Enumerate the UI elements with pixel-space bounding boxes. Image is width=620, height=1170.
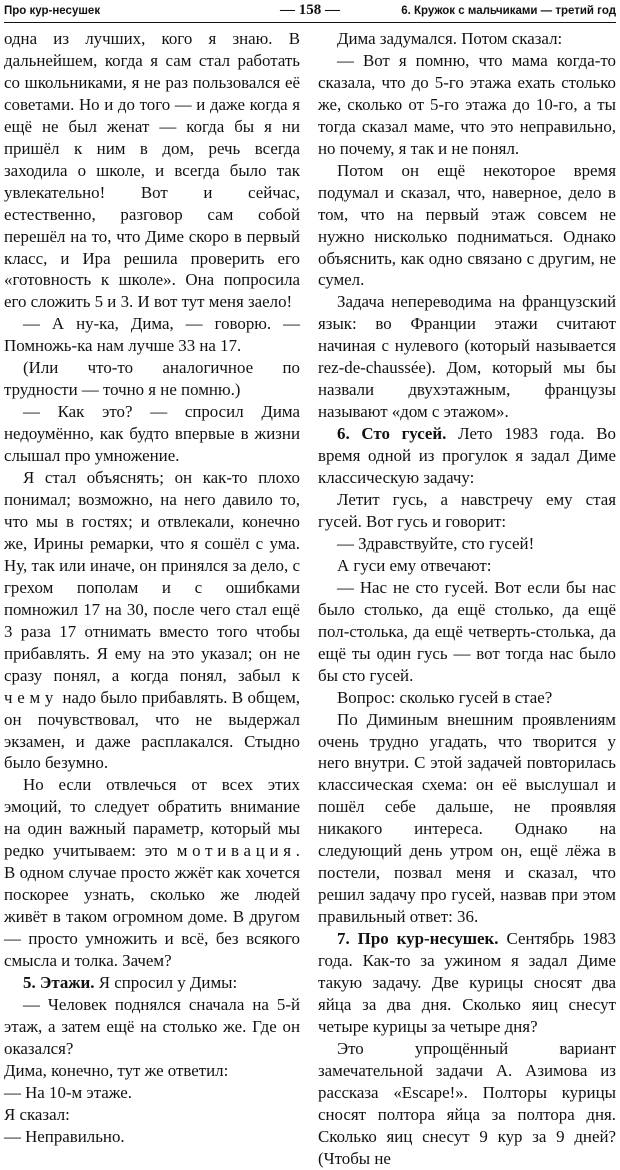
right-text-column xyxy=(318,28,616,1170)
paragraph xyxy=(4,401,300,467)
paragraph-text: Дима, конечно, тут же ответил: xyxy=(4,1060,229,1080)
paragraph-text: — Здравствуйте, сто гусей! xyxy=(337,533,535,553)
problem-heading: 7. Про кур-несушек. xyxy=(337,929,499,949)
paragraph-text: Я сказал: xyxy=(4,1104,70,1124)
paragraph xyxy=(4,774,300,972)
paragraph-text: — Человек поднялся сначала на 5-й этаж, а затем ещё на столько же. Где он оказался? xyxy=(4,994,300,1058)
paragraph-text: Сентябрь 1983 года. Как-то за ужином я задал Диме такую задачу. Две курицы сносят два яйца за два дня. Сколько яиц снесут четыре курицы за четыре дня? xyxy=(318,929,616,1036)
header-section-title: 6. Кружок с мальчиками — третий год xyxy=(401,5,616,17)
paragraph xyxy=(4,1082,300,1104)
paragraph-text: — Как это? — спросил Дима недоумённо, как будто впервые в жизни слышал про умножение. xyxy=(4,402,300,466)
paragraph xyxy=(318,423,616,489)
header-chapter-title: Про кур-несушек xyxy=(4,5,101,17)
paragraph xyxy=(318,291,616,423)
problem-heading: 5. Этажи. xyxy=(23,972,95,992)
paragraph xyxy=(318,160,616,292)
paragraph-text: Летит гусь, а навстречу ему стая гусей. Вот гусь и говорит: xyxy=(318,490,616,531)
emphasized-word: чему xyxy=(4,687,59,707)
paragraph-text: — А ну-ка, Дима, — говорю. — Помножь-ка нам лучше 33 на 17. xyxy=(4,314,300,356)
emphasized-word: мотивация xyxy=(176,841,296,861)
paragraph-text: Потом он ещё некоторое время подумал и сказал, что, наверное, дело в том, что на первый этаж совсем не нужно нисколько подниматься. Однако объяснить, как одно связано с другим, не сумел. xyxy=(318,160,616,290)
paragraph-text: Это упрощённый вариант замечательной задачи А. Азимова из рассказа «Escape!». Полторы курицы сносят полтора яйца за полтора дня. Сколько яиц снесут 9 кур за 9 дней? (Чтобы не xyxy=(318,1038,616,1168)
paragraph xyxy=(4,313,300,357)
paragraph-text: Дима задумался. Потом сказал: xyxy=(337,29,563,48)
paragraph-text: Лето 1983 года. Во время одной из прогулок я задал Диме классическую задачу: xyxy=(318,424,616,488)
paragraph-text: одна из лучших, кого я знаю. В дальнейшем, когда я сам стал работать со школьниками, я не раз пользовался её советами. Но и до того — и даже когда я ещё не был женат — когда бы я ни пришёл к ним в дом, речь всегда заходила о школе, и всегда было так увлекательно! Вот и сейчас, естественно, разговор сам собой перешёл на то, что Диме скоро в первый класс, и Ира решила проверить его «готовность к школе». Она попросила его сложить 5 и 3. И вот тут меня заело! xyxy=(4,29,300,312)
paragraph-text: (Или что-то аналогичное по трудности — точно я не помню.) xyxy=(4,358,300,400)
paragraph xyxy=(4,972,300,994)
running-header xyxy=(4,2,616,22)
paragraph xyxy=(318,489,616,533)
paragraph-text: . В одном случае просто жжёт как хочется поскорее узнать, сколько же людей живёт в таком огромном доме. В другом — просто умножить и всё, без всякого смысла и толка. Зачем? xyxy=(4,841,300,971)
paragraph xyxy=(318,533,616,555)
paragraph xyxy=(318,577,616,687)
paragraph xyxy=(4,28,300,313)
paragraph xyxy=(4,357,300,401)
paragraph xyxy=(318,687,616,709)
paragraph-text: По Диминым внешним проявлениям очень трудно угадать, что творится у него внутри. С этой задачей повторилась классическая схема: он её выслушал и пошёл себе дальше, не проявляя никакого интереса. Однако на следующий день утром он, ещё лёжа в постели, позвал меня и сказал, что решил задачу про гусей, назвав при этом правильный ответ: 36. xyxy=(318,709,616,927)
header-rule xyxy=(4,22,616,23)
paragraph xyxy=(4,1104,300,1126)
paragraph xyxy=(318,28,616,50)
paragraph-text: надо было прибавлять. В общем, он почувствовал, что не выдержал экзамен, и даже расплакался. Стыдно было безумно. xyxy=(4,687,300,773)
problem-heading: 6. Сто гусей. xyxy=(337,424,447,444)
left-text-column xyxy=(4,28,300,1148)
paragraph-text: Вопрос: сколько гусей в стае? xyxy=(337,687,553,707)
paragraph xyxy=(318,928,616,1038)
paragraph xyxy=(318,555,616,577)
paragraph xyxy=(4,1126,300,1148)
paragraph xyxy=(4,467,300,774)
paragraph-text: Но если отвлечься от всех этих эмоций, то следует обратить внимание на один важный параметр, который мы редко учитываем: это xyxy=(4,775,300,861)
paragraph xyxy=(318,50,616,160)
paragraph xyxy=(318,1038,616,1170)
paragraph-text: — Вот я помню, что мама когда-то сказала, что до 5-го этажа ехать столько же, сколько от 5-го этажа до 10-го, а ты тогда сказал маме, что это неправильно, но почему, я так и не понял. xyxy=(318,50,616,158)
paragraph xyxy=(4,994,300,1060)
paragraph-text: Задача непереводима на французский язык: во Франции этажи считают начиная с нулевого (который называется rez-de-chaussée). Дом, который мы бы назвали двухэтажным, французы называют «дом с этажом». xyxy=(318,292,616,422)
paragraph-text: — На 10-м этаже. xyxy=(4,1082,132,1102)
paragraph-text: Я спросил у Димы: xyxy=(94,972,238,992)
paragraph xyxy=(4,1060,300,1082)
paragraph-text: — Неправильно. xyxy=(4,1126,125,1146)
paragraph-text: — Нас не сто гусей. Вот если бы нас было столько, да ещё столько, да ещё пол-столька, да ещё четверть-столька, да ещё ты один гусь — вот тогда нас было бы сто гусей. xyxy=(318,577,616,685)
paragraph-text: А гуси ему отвечают: xyxy=(337,555,492,575)
paragraph-text: Я стал объяснять; он как-то плохо понимал; возможно, на него давило то, что мы в гостях; и отвлекали, конечно же, Ирины ремарки, что я сошёл с ума. Ну, так или иначе, он принялся за дело, с грехом пополам и с ошибками помножил 17 на 30, после чего стал ещё 3 раза 17 отнимать вместо того чтобы прибавлять. Я ему на это указал; он не сразу понял, а когда понял, забыл к xyxy=(4,468,300,685)
page-number: — 158 — xyxy=(280,2,340,18)
paragraph xyxy=(318,709,616,929)
